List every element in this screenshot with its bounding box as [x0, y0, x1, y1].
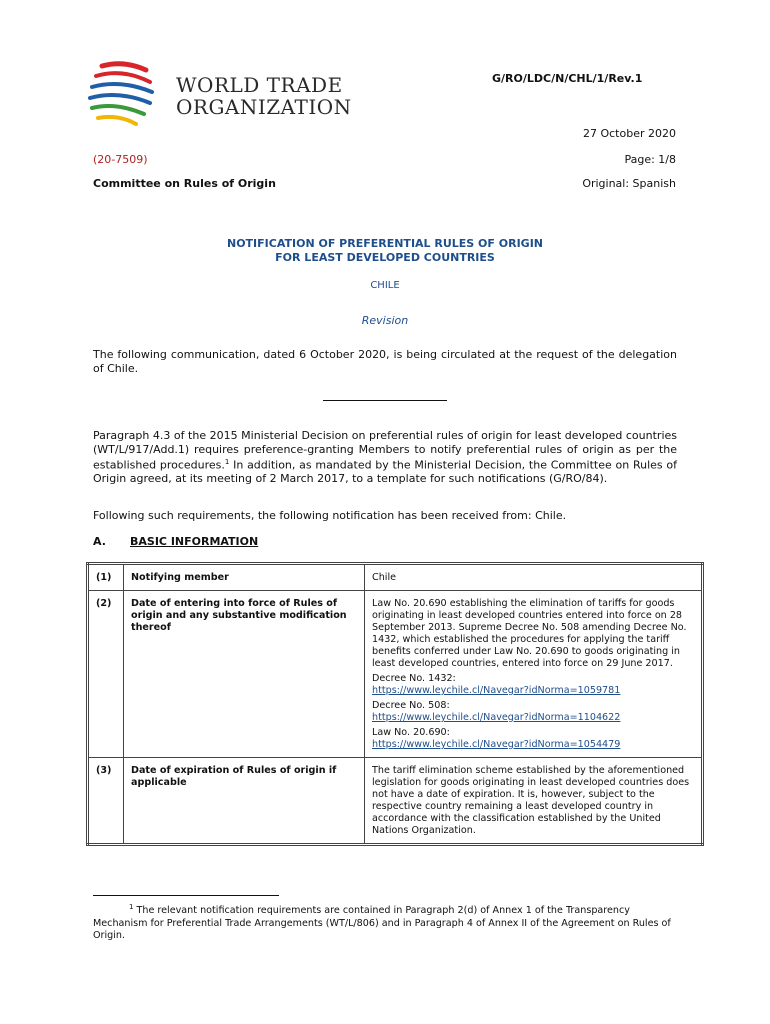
row-number: (3) — [88, 758, 124, 845]
decree-508-label: Decree No. 508: — [372, 700, 450, 711]
document-symbol: G/RO/LDC/N/CHL/1/Rev.1 — [492, 72, 643, 85]
committee-name: Committee on Rules of Origin — [93, 177, 276, 190]
row-value-text: Law No. 20.690 establishing the elimination of tariffs for goods originating in least developed countries entered into force on 28 September 2013. Supreme Decree No. 508 amending Decree No. 1432, which established the procedures for applying the tariff benefits conferred under Law No. 20.690 to goods originating in least developed countries, entered into force on 29 June 2017. — [372, 598, 687, 669]
table-row — [88, 564, 703, 591]
decree-1432-link[interactable]: https://www.leychile.cl/Navegar?idNorma=1059781 — [372, 685, 621, 696]
document-reference: (20-7509) — [93, 153, 148, 166]
law-20690-link[interactable]: https://www.leychile.cl/Navegar?idNorma=1054479 — [372, 739, 621, 750]
title-line1: NOTIFICATION OF PREFERENTIAL RULES OF ORIGIN — [227, 237, 543, 250]
row-value: Chile — [365, 564, 703, 591]
footnote-marker: 1 — [129, 903, 134, 911]
row-label: Notifying member — [124, 564, 365, 591]
section-letter: A. — [93, 535, 106, 548]
org-name — [176, 74, 352, 118]
document-date: 27 October 2020 — [582, 127, 676, 140]
mandate-paragraph — [93, 429, 677, 486]
mandate-text-a: Paragraph 4.3 of the 2015 Ministerial Decision on preferential rules of origin for least developed countries (WT/L/917/Add.1) requires preference-granting Members to notify preferential rules of origin as per the established procedures. — [93, 429, 677, 472]
title-line2: FOR LEAST DEVELOPED COUNTRIES — [275, 251, 495, 264]
page-indicator: Page: 1/8 — [624, 153, 676, 166]
footnote-separator — [93, 895, 279, 896]
row-number: (2) — [88, 591, 124, 758]
row-label: Date of entering into force of Rules of origin and any substantive modification thereof — [124, 591, 365, 758]
country-name: CHILE — [370, 280, 400, 291]
revision-label: Revision — [361, 314, 409, 327]
intro-paragraph: The following communication, dated 6 October 2020, is being circulated at the request of the delegation of Chile. — [93, 348, 677, 375]
requirements-paragraph: Following such requirements, the following notification has been received from: Chile. — [93, 509, 567, 522]
org-name-line2: ORGANIZATION — [176, 95, 352, 119]
row-value — [365, 591, 703, 758]
section-title: BASIC INFORMATION — [130, 535, 259, 548]
row-label: Date of expiration of Rules of origin if applicable — [124, 758, 365, 845]
decree-1432-label: Decree No. 1432: — [372, 673, 456, 684]
original-language: Original: Spanish — [582, 177, 676, 190]
wto-emblem-icon — [84, 60, 174, 130]
org-name-line1: WORLD TRADE — [176, 73, 343, 97]
table-row — [88, 591, 703, 758]
separator-rule — [323, 400, 447, 401]
basic-information-table — [86, 562, 704, 846]
table-row — [88, 758, 703, 845]
document-title — [93, 237, 677, 265]
decree-508-link[interactable]: https://www.leychile.cl/Navegar?idNorma=1104622 — [372, 712, 621, 723]
footnote — [93, 901, 677, 943]
row-value: The tariff elimination scheme established by the aforementioned legislation for goods originating in least developed countries does not have a date of expiration. It is, however, subject to the respective country remaining a least developed country in accordance with the classification established by the United Nations Organization. — [365, 758, 703, 845]
footnote-reference[interactable]: 1 — [224, 458, 230, 466]
footnote-text: The relevant notification requirements are contained in Paragraph 2(d) of Annex 1 of the Transparency Mechanism for Preferential Trade Arrangements (WT/L/806) and in Paragraph 4 of Annex II of the Agreement on Rules of Origin. — [93, 905, 671, 942]
mandate-text-b: In addition, as mandated by the Ministerial Decision, the Committee on Rules of Origin agreed, at its meeting of 2 March 2017, to a template for such notifications (G/RO/84). — [93, 458, 677, 486]
row-number: (1) — [88, 564, 124, 591]
law-20690-label: Law No. 20.690: — [372, 727, 450, 738]
